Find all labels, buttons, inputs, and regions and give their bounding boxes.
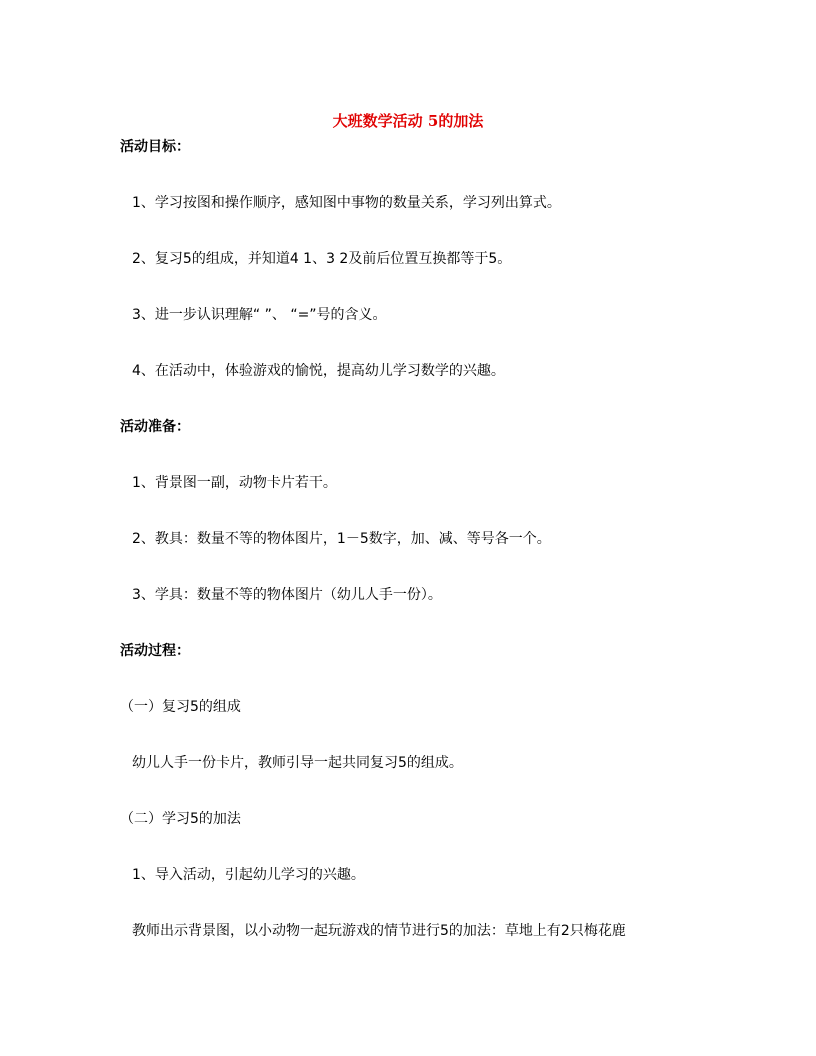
- process-subheading-1: （一）复习5的组成: [120, 699, 241, 715]
- section-heading-preparation: 活动准备：: [120, 419, 190, 435]
- prep-line-1: 1、背景图一副，动物卡片若干。: [132, 475, 337, 491]
- process-line-2: 1、导入活动，引起幼儿学习的兴趣。: [132, 867, 365, 883]
- process-line-3: 教师出示背景图，以小动物一起玩游戏的情节进行5的加法：草地上有2只梅花鹿: [132, 923, 626, 939]
- goal-line-3: 3、进一步认识理解“ ”、 “=”号的含义。: [132, 307, 387, 323]
- prep-line-3: 3、学具：数量不等的物体图片（幼儿人手一份）。: [132, 587, 442, 603]
- process-subheading-2: （二）学习5的加法: [120, 811, 241, 827]
- goal-line-4: 4、在活动中，体验游戏的愉悦，提高幼儿学习数学的兴趣。: [132, 363, 505, 379]
- goal-line-2: 2、复习5的组成，并知道4 1、3 2及前后位置互换都等于5。: [132, 251, 512, 267]
- prep-line-2: 2、教具：数量不等的物体图片，1－5数字，加、减、等号各一个。: [132, 531, 551, 547]
- process-line-1: 幼儿人手一份卡片，教师引导一起共同复习5的组成。: [132, 755, 463, 771]
- section-heading-process: 活动过程：: [120, 643, 190, 659]
- section-heading-goals: 活动目标：: [120, 139, 190, 155]
- goal-line-1: 1、学习按图和操作顺序，感知图中事物的数量关系，学习列出算式。: [132, 195, 561, 211]
- document-title: 大班数学活动 5的加法: [332, 112, 484, 130]
